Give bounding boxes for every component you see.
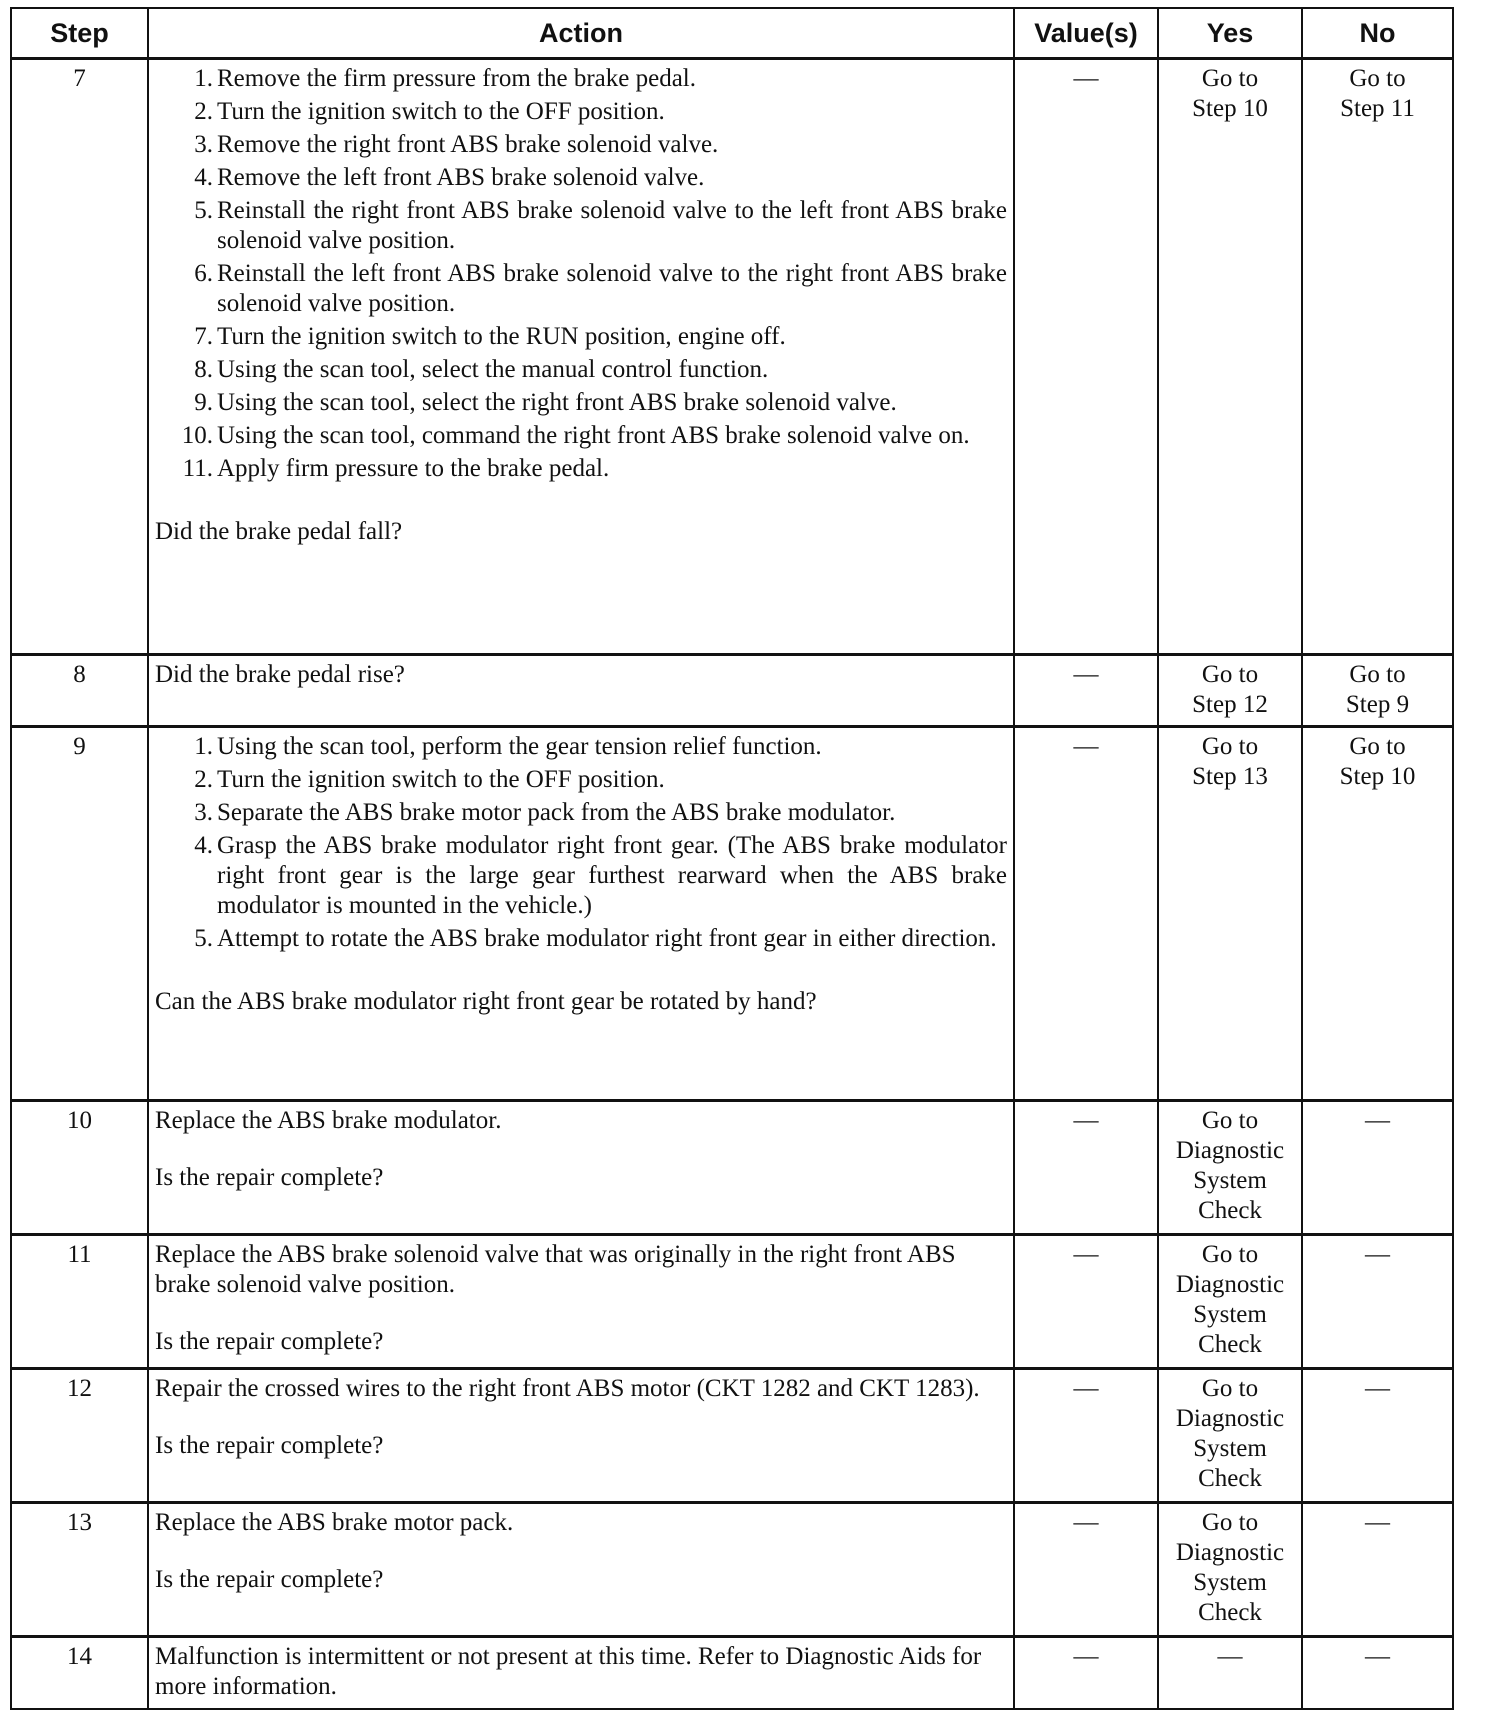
item-number: 9.: [194, 389, 213, 416]
item-text: Separate the ABS brake motor pack from the ABS brake modulator.: [217, 799, 896, 826]
instruction-text: Replace the ABS brake motor pack.: [155, 1509, 514, 1536]
list-item: [177, 924, 1007, 954]
action-cell: [148, 1369, 1014, 1503]
list-item: [177, 454, 1007, 484]
yes-line: Diagnostic: [1175, 1539, 1285, 1566]
item-number: 8.: [194, 356, 213, 383]
instruction-text: Replace the ABS brake solenoid valve that was originally in the right front ABS brake solenoid valve position.: [155, 1241, 956, 1298]
yes-line: Go to: [1201, 1509, 1259, 1536]
yes-line: Step 10: [1192, 95, 1268, 122]
value-cell: —: [1014, 1503, 1158, 1637]
yes-line: Check: [1198, 1465, 1262, 1492]
question-text: Did the brake pedal rise?: [155, 661, 405, 688]
list-item: [177, 355, 1007, 385]
header-no: No: [1302, 8, 1453, 59]
item-number: 6.: [194, 260, 213, 287]
list-item: [177, 831, 1007, 921]
yes-cell: [1158, 1101, 1302, 1235]
item-number: 10.: [181, 422, 213, 449]
yes-line: Go to: [1201, 661, 1259, 688]
no-cell: [1302, 655, 1453, 727]
yes-line: Go to: [1201, 1107, 1259, 1134]
yes-line: System: [1193, 1167, 1267, 1194]
yes-line: Check: [1198, 1599, 1262, 1626]
item-number: 4.: [194, 164, 213, 191]
yes-cell: [1158, 1235, 1302, 1369]
table-row: [11, 1637, 1453, 1709]
item-text: Grasp the ABS brake modulator right front gear. (The ABS brake modulator right front gear is the large gear furthest rearward when the ABS brake modulator is mounted in the vehicle.): [217, 832, 1007, 919]
yes-cell: [1158, 59, 1302, 655]
list-item: [177, 765, 1007, 795]
list-item: [177, 732, 1007, 762]
list-item: [177, 388, 1007, 418]
header-step: Step: [11, 8, 148, 59]
step-number: 13: [11, 1503, 148, 1637]
item-number: 5.: [194, 925, 213, 952]
value-cell: —: [1014, 727, 1158, 1101]
step-number: 8: [11, 655, 148, 727]
action-cell: [148, 1503, 1014, 1637]
question-text: Is the repair complete?: [155, 1328, 384, 1355]
item-number: 1.: [194, 733, 213, 760]
item-text: Reinstall the right front ABS brake solenoid valve to the left front ABS brake solenoid valve position.: [217, 197, 1007, 254]
action-cell: [148, 59, 1014, 655]
list-item: [177, 163, 1007, 193]
header-row: [11, 8, 1453, 59]
yes-line: System: [1193, 1435, 1267, 1462]
value-cell: —: [1014, 655, 1158, 727]
no-line: Go to: [1349, 65, 1406, 92]
item-number: 3.: [194, 131, 213, 158]
list-item: [177, 259, 1007, 319]
yes-line: System: [1193, 1301, 1267, 1328]
table-row: [11, 1369, 1453, 1503]
yes-cell: [1158, 1503, 1302, 1637]
yes-line: Diagnostic: [1175, 1137, 1285, 1164]
no-cell: —: [1302, 1503, 1453, 1637]
yes-line: Go to: [1201, 1241, 1259, 1268]
item-text: Remove the right front ABS brake solenoid valve.: [217, 131, 719, 158]
no-line: Go to: [1349, 661, 1406, 688]
item-text: Turn the ignition switch to the OFF position.: [217, 98, 665, 125]
no-line: Step 11: [1340, 95, 1415, 122]
action-cell: [148, 1101, 1014, 1235]
yes-line: Check: [1198, 1197, 1262, 1224]
no-cell: [1302, 59, 1453, 655]
step-number: 7: [11, 59, 148, 655]
item-text: Attempt to rotate the ABS brake modulator right front gear in either direction.: [217, 925, 997, 952]
action-cell: [148, 727, 1014, 1101]
no-line: Step 9: [1345, 691, 1410, 718]
item-text: Remove the firm pressure from the brake pedal.: [217, 65, 696, 92]
table-row: [11, 1503, 1453, 1637]
no-line: Go to: [1349, 733, 1406, 760]
list-item: [177, 421, 1007, 451]
list-item: [177, 196, 1007, 256]
no-cell: [1302, 727, 1453, 1101]
table-row: [11, 1235, 1453, 1369]
no-cell: —: [1302, 1369, 1453, 1503]
list-item: [177, 130, 1007, 160]
item-number: 5.: [194, 197, 213, 224]
step-number: 12: [11, 1369, 148, 1503]
item-text: Apply firm pressure to the brake pedal.: [217, 455, 610, 482]
item-text: Turn the ignition switch to the RUN position, engine off.: [217, 323, 786, 350]
item-text: Using the scan tool, command the right front ABS brake solenoid valve on.: [217, 422, 970, 449]
yes-line: Go to: [1201, 1375, 1259, 1402]
yes-line: Diagnostic: [1175, 1271, 1285, 1298]
action-cell: [148, 655, 1014, 727]
yes-line: Step 13: [1192, 763, 1268, 790]
yes-line: Check: [1198, 1331, 1262, 1358]
list-item: [177, 97, 1007, 127]
yes-cell: —: [1158, 1637, 1302, 1709]
no-cell: —: [1302, 1101, 1453, 1235]
diagnostic-table: [10, 7, 1454, 1710]
step-number: 9: [11, 727, 148, 1101]
action-steps-list: [155, 64, 1007, 484]
question-text: Is the repair complete?: [155, 1164, 384, 1191]
value-cell: —: [1014, 1637, 1158, 1709]
table-row: [11, 59, 1453, 655]
item-number: 2.: [194, 98, 213, 125]
yes-cell: [1158, 655, 1302, 727]
document-page: [10, 7, 1454, 1710]
yes-line: System: [1193, 1569, 1267, 1596]
value-cell: —: [1014, 1369, 1158, 1503]
yes-cell: [1158, 1369, 1302, 1503]
header-values: Value(s): [1014, 8, 1158, 59]
instruction-text: Replace the ABS brake modulator.: [155, 1107, 502, 1134]
question-text: Can the ABS brake modulator right front gear be rotated by hand?: [155, 988, 817, 1015]
item-text: Using the scan tool, select the right front ABS brake solenoid valve.: [217, 389, 897, 416]
yes-line: Go to: [1201, 65, 1259, 92]
list-item: [177, 322, 1007, 352]
action-steps-list: [155, 732, 1007, 954]
list-item: [177, 64, 1007, 94]
item-text: Turn the ignition switch to the OFF position.: [217, 766, 665, 793]
item-number: 7.: [194, 323, 213, 350]
step-number: 10: [11, 1101, 148, 1235]
no-line: Step 10: [1339, 763, 1416, 790]
instruction-text: Malfunction is intermittent or not present at this time. Refer to Diagnostic Aids for more information.: [155, 1643, 982, 1700]
header-yes: Yes: [1158, 8, 1302, 59]
item-number: 1.: [194, 65, 213, 92]
no-cell: —: [1302, 1637, 1453, 1709]
item-number: 4.: [194, 832, 213, 859]
list-item: [177, 798, 1007, 828]
value-cell: —: [1014, 1235, 1158, 1369]
header-action: Action: [148, 8, 1014, 59]
question-text: Is the repair complete?: [155, 1566, 384, 1593]
yes-line: Step 12: [1192, 691, 1268, 718]
table-row: [11, 1101, 1453, 1235]
step-number: 14: [11, 1637, 148, 1709]
yes-line: Go to: [1201, 733, 1259, 760]
item-text: Reinstall the left front ABS brake solenoid valve to the right front ABS brake solenoid valve position.: [217, 260, 1007, 317]
value-cell: —: [1014, 1101, 1158, 1235]
item-text: Remove the left front ABS brake solenoid valve.: [217, 164, 705, 191]
item-text: Using the scan tool, perform the gear tension relief function.: [217, 733, 822, 760]
value-cell: —: [1014, 59, 1158, 655]
yes-line: Diagnostic: [1175, 1405, 1285, 1432]
item-number: 11.: [182, 455, 213, 482]
table-row: [11, 727, 1453, 1101]
item-number: 2.: [194, 766, 213, 793]
action-cell: [148, 1637, 1014, 1709]
yes-cell: [1158, 727, 1302, 1101]
step-number: 11: [11, 1235, 148, 1369]
no-cell: —: [1302, 1235, 1453, 1369]
instruction-text: Repair the crossed wires to the right front ABS motor (CKT 1282 and CKT 1283).: [155, 1375, 980, 1402]
item-number: 3.: [194, 799, 213, 826]
action-cell: [148, 1235, 1014, 1369]
item-text: Using the scan tool, select the manual control function.: [217, 356, 769, 383]
table-row: [11, 655, 1453, 727]
question-text: Did the brake pedal fall?: [155, 518, 403, 545]
question-text: Is the repair complete?: [155, 1432, 384, 1459]
